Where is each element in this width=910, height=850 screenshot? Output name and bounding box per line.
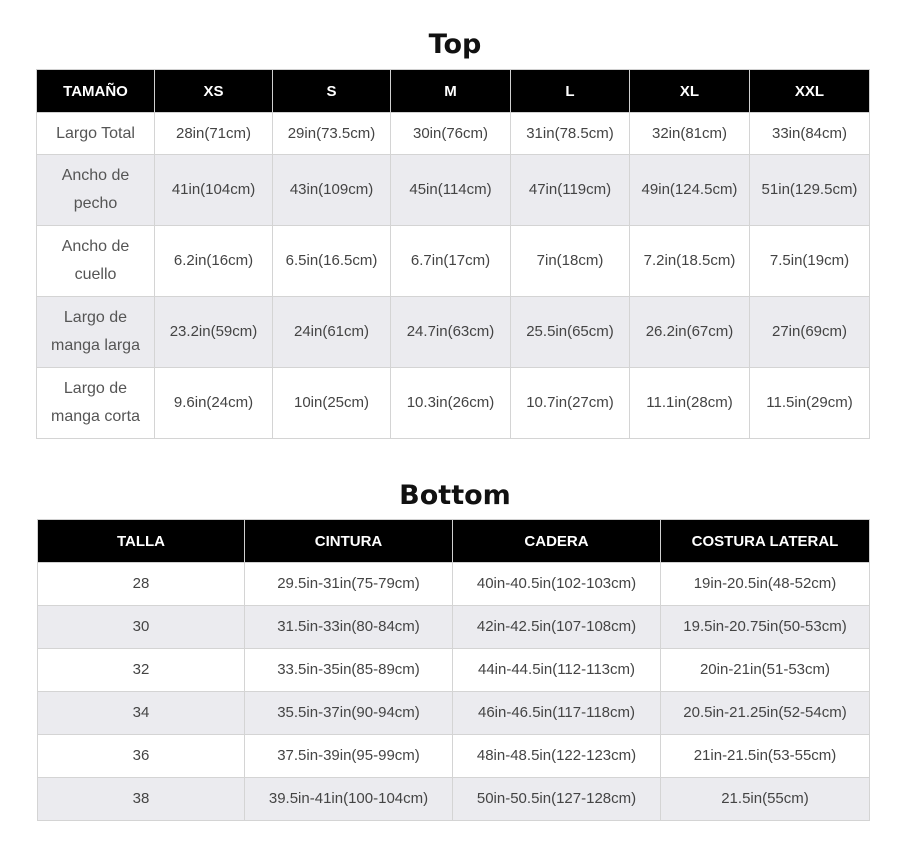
bottom-size-table <box>37 519 870 821</box>
table-cell: 30 <box>38 606 245 649</box>
top-header-cell: XXL <box>750 70 870 113</box>
table-cell: 24in(61cm) <box>273 297 391 368</box>
table-cell: 6.2in(16cm) <box>155 226 273 297</box>
table-cell: 20in-21in(51-53cm) <box>661 649 870 692</box>
table-row <box>38 606 870 649</box>
table-cell: 21.5in(55cm) <box>661 778 870 821</box>
table-cell: 29.5in-31in(75-79cm) <box>245 563 453 606</box>
table-cell: 21in-21.5in(53-55cm) <box>661 735 870 778</box>
table-cell: 11.1in(28cm) <box>630 368 750 439</box>
table-cell: 38 <box>38 778 245 821</box>
table-row <box>38 735 870 778</box>
table-cell: 33in(84cm) <box>750 113 870 155</box>
table-row <box>37 297 870 368</box>
table-cell: 10in(25cm) <box>273 368 391 439</box>
table-row <box>37 368 870 439</box>
table-cell: 51in(129.5cm) <box>750 155 870 226</box>
table-cell: 26.2in(67cm) <box>630 297 750 368</box>
table-cell: 28in(71cm) <box>155 113 273 155</box>
table-cell: 49in(124.5cm) <box>630 155 750 226</box>
table-cell: 34 <box>38 692 245 735</box>
table-cell: 9.6in(24cm) <box>155 368 273 439</box>
table-cell: 31.5in-33in(80-84cm) <box>245 606 453 649</box>
table-cell: 44in-44.5in(112-113cm) <box>453 649 661 692</box>
table-row <box>37 113 870 155</box>
row-label: Ancho de cuello <box>37 226 155 297</box>
table-cell: 20.5in-21.25in(52-54cm) <box>661 692 870 735</box>
table-cell: 39.5in-41in(100-104cm) <box>245 778 453 821</box>
table-cell: 30in(76cm) <box>391 113 511 155</box>
table-cell: 19in-20.5in(48-52cm) <box>661 563 870 606</box>
top-header-row <box>37 70 870 113</box>
top-section-title: Top <box>428 29 482 60</box>
table-row <box>37 155 870 226</box>
bottom-section-title: Bottom <box>399 480 511 511</box>
table-cell: 35.5in-37in(90-94cm) <box>245 692 453 735</box>
table-cell: 7.2in(18.5cm) <box>630 226 750 297</box>
top-header-cell: S <box>273 70 391 113</box>
bottom-header-cell: CINTURA <box>245 520 453 563</box>
row-label: Largo de manga corta <box>37 368 155 439</box>
table-cell: 25.5in(65cm) <box>511 297 630 368</box>
table-cell: 7.5in(19cm) <box>750 226 870 297</box>
top-header-cell: XL <box>630 70 750 113</box>
table-cell: 40in-40.5in(102-103cm) <box>453 563 661 606</box>
table-row <box>38 649 870 692</box>
table-row <box>38 778 870 821</box>
table-cell: 6.5in(16.5cm) <box>273 226 391 297</box>
table-cell: 33.5in-35in(85-89cm) <box>245 649 453 692</box>
table-cell: 32 <box>38 649 245 692</box>
table-cell: 43in(109cm) <box>273 155 391 226</box>
bottom-header-row <box>38 520 870 563</box>
table-cell: 11.5in(29cm) <box>750 368 870 439</box>
table-row <box>38 692 870 735</box>
bottom-header-cell: TALLA <box>38 520 245 563</box>
table-cell: 28 <box>38 563 245 606</box>
table-cell: 46in-46.5in(117-118cm) <box>453 692 661 735</box>
row-label: Ancho de pecho <box>37 155 155 226</box>
table-cell: 23.2in(59cm) <box>155 297 273 368</box>
table-cell: 45in(114cm) <box>391 155 511 226</box>
top-header-cell: L <box>511 70 630 113</box>
table-cell: 27in(69cm) <box>750 297 870 368</box>
table-cell: 10.7in(27cm) <box>511 368 630 439</box>
table-cell: 31in(78.5cm) <box>511 113 630 155</box>
table-cell: 50in-50.5in(127-128cm) <box>453 778 661 821</box>
table-cell: 47in(119cm) <box>511 155 630 226</box>
bottom-header-cell: COSTURA LATERAL <box>661 520 870 563</box>
top-header-cell: XS <box>155 70 273 113</box>
table-cell: 42in-42.5in(107-108cm) <box>453 606 661 649</box>
table-cell: 37.5in-39in(95-99cm) <box>245 735 453 778</box>
table-cell: 41in(104cm) <box>155 155 273 226</box>
top-header-cell: M <box>391 70 511 113</box>
table-cell: 24.7in(63cm) <box>391 297 511 368</box>
table-cell: 6.7in(17cm) <box>391 226 511 297</box>
bottom-header-cell: CADERA <box>453 520 661 563</box>
table-cell: 36 <box>38 735 245 778</box>
top-header-cell: TAMAÑO <box>37 70 155 113</box>
top-size-table <box>36 69 870 439</box>
table-row <box>37 226 870 297</box>
row-label: Largo Total <box>37 113 155 155</box>
table-row <box>38 563 870 606</box>
table-cell: 48in-48.5in(122-123cm) <box>453 735 661 778</box>
table-cell: 19.5in-20.75in(50-53cm) <box>661 606 870 649</box>
table-cell: 32in(81cm) <box>630 113 750 155</box>
row-label: Largo de manga larga <box>37 297 155 368</box>
table-cell: 29in(73.5cm) <box>273 113 391 155</box>
table-cell: 10.3in(26cm) <box>391 368 511 439</box>
table-cell: 7in(18cm) <box>511 226 630 297</box>
